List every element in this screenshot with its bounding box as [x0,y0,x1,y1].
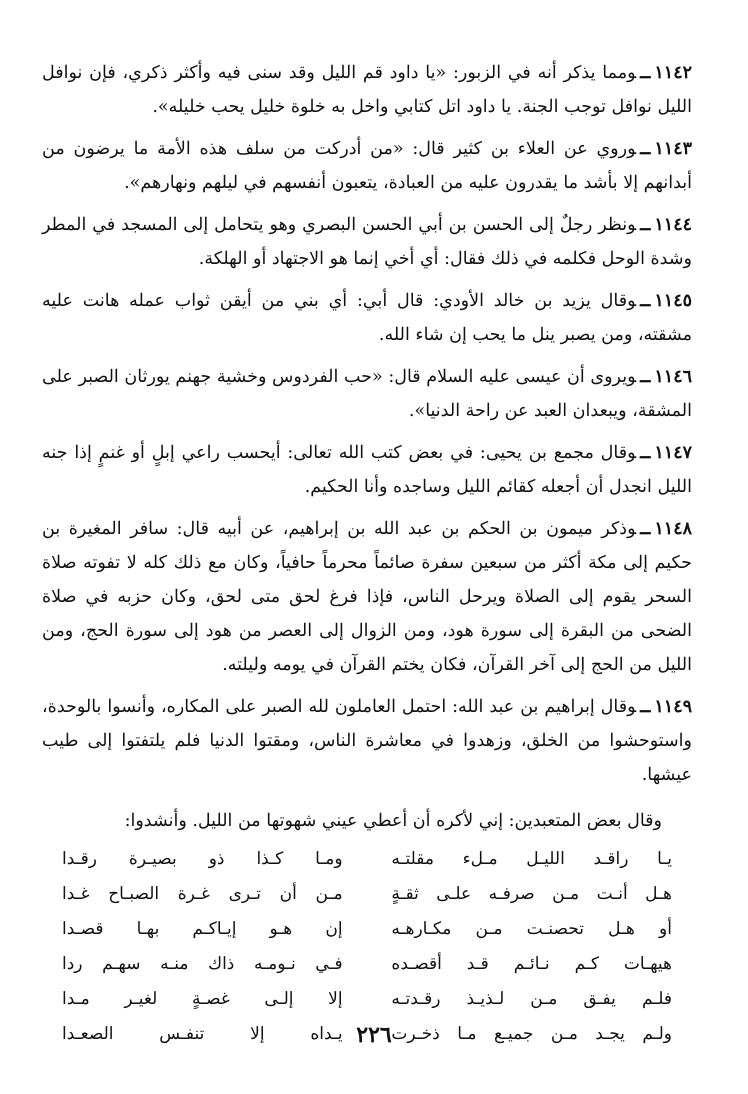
paragraph-number: ١١٤٣ [654,139,692,159]
verse-second-hemistich: يـداه إلا تنفـس الصعـدا [62,1024,343,1044]
poem-verse [62,877,672,912]
paragraph-dash: ــ [640,139,651,159]
verse-first-hemistich: يـا راقـد الليـل مـلء مقلتـه [391,849,672,869]
paragraph-dash: ــ [640,367,651,387]
verse-first-hemistich: ولـم يجـد مـن جميـع مـا ذخـرت [391,1024,672,1044]
paragraph-dash: ــ [640,443,651,463]
paragraph-1149 [42,690,692,792]
poem-verse [62,842,672,877]
paragraph-text: ويروى أن عيسى عليه السلام قال: «حب الفردوس وخشية جهنم يورثان الصبر على المشقة، ويبعدان العبد عن راحة الدنيا». [42,367,692,421]
verse-first-hemistich: هيهـات كـم نـائـم قـد أقصـده [391,954,672,974]
paragraph-dash: ــ [640,291,651,311]
paragraph-text: وروي عن العلاء بن كثير قال: «من أدركت من سلف هذه الأمة ما يرضون من أبدانهم إلا بأشد ما يقدرون عليه من العبادة، يتعبون أنفسهم في ليلهم ونهارهم». [42,139,692,193]
paragraph-number: ١١٤٥ [654,291,692,311]
verse-second-hemistich: فـي نـومـه ذاك منـه سهـم ردا [62,954,343,974]
paragraph-1147 [42,436,692,504]
poem-verse [62,912,672,947]
paragraph-text: وقال إبراهيم بن عبد الله: احتمل العاملون لله الصبر على المكاره، وأنسوا بالوحدة، واستوحشوا من الخلق، وزهدوا في معاشرة الناس، ومقتوا الدنيا فلم يلتفتوا إلى طيب عيشها. [42,697,692,785]
paragraph-dash: ــ [640,63,651,83]
poem-verse [62,947,672,982]
verse-first-hemistich: هـل أنـت مـن صرفـه علـى ثقـةٍ [391,884,672,904]
paragraph-text: وذكر ميمون بن الحكم بن عبد الله بن إبراهيم، عن أبيه قال: سافر المغيرة بن حكيم إلى مكة أكثر من سبعين سفرة صائماً محرماً حافياً، وكان مع ذلك كله لا تفوته صلاة السحر يقوم إلى الصلاة ويرحل الناس، فإذا فرغ لحق متى لحق، وكان حزبه في صلاة الضحى من البقرة إلى سورة هود، ومن الزوال إلى العصر من هود إلى سورة الحج، ومن الليل من الحج إلى آخر القرآن، فكان يختم القرآن في يومه وليلته. [42,519,692,675]
poem [62,842,672,1052]
paragraph-number: ١١٤٢ [654,63,692,83]
paragraph-1145 [42,284,692,352]
paragraph-text: وقال مجمع بن يحيى: في بعض كتب الله تعالى: أيحسب راعي إبلٍ أو غنمٍ إذا جنه الليل انجدل أن أجعله كقائم الليل وساجده وأنا الحكيم. [42,443,692,497]
verse-second-hemistich: ومـا كـذا ذو بصيـرة رقـدا [62,849,343,869]
verse-second-hemistich: إلا إلـى غصـةٍ لغيـر مـدا [62,989,343,1009]
paragraph-1146 [42,360,692,428]
verse-first-hemistich: فلـم يفـق مـن لـذيـذ رقـدتـه [391,989,672,1009]
paragraph-1142 [42,56,692,124]
paragraph-text: ونظر رجلٌ إلى الحسن بن أبي الحسن البصري وهو يتحامل إلى المسجد في المطر وشدة الوحل فكلمه في ذلك فقال: أي أخي إنما هو الاجتهاد أو الهلكة. [42,215,692,269]
paragraph-number: ١١٤٤ [654,215,692,235]
paragraph-1144 [42,208,692,276]
verse-first-hemistich: أو هـل تحصنـت مـن مكـارهـه [391,919,672,939]
page-number: ٢٢٦ [356,1022,392,1048]
paragraph-1148 [42,512,692,682]
paragraph-number: ١١٤٦ [654,367,692,387]
poem-intro: وقال بعض المتعبدين: إني لأكره أن أعطي عيني شهوتها من الليل. وأنشدوا: [124,811,662,831]
paragraph-number: ١١٤٩ [654,697,692,717]
verse-second-hemistich: إن هـو إيـاكـم بهـا قصـدا [62,919,343,939]
paragraph-1143 [42,132,692,200]
paragraph-dash: ــ [640,215,651,235]
paragraph-text: وقال يزيد بن خالد الأودي: قال أبي: أي بني من أيقن ثواب عمله هانت عليه مشقته، ومن يصبر ينل ما يحب إن شاء الله. [42,291,692,345]
poem-verse [62,982,672,1017]
paragraph-text: ومما يذكر أنه في الزبور: «يا داود قم الليل وقد سنى فيه وأكثر ذكري، فإن نوافل الليل نوافل توجب الجنة. يا داود اتل كتابي واخل به خلوة خليل يحب خليله». [42,63,692,117]
paragraph-number: ١١٤٨ [654,519,692,539]
paragraph-dash: ــ [640,697,651,717]
verse-second-hemistich: مـن أن تـرى غـرة الصبـاح غـدا [62,884,343,904]
paragraph-number: ١١٤٧ [654,443,692,463]
paragraph-dash: ــ [640,519,651,539]
